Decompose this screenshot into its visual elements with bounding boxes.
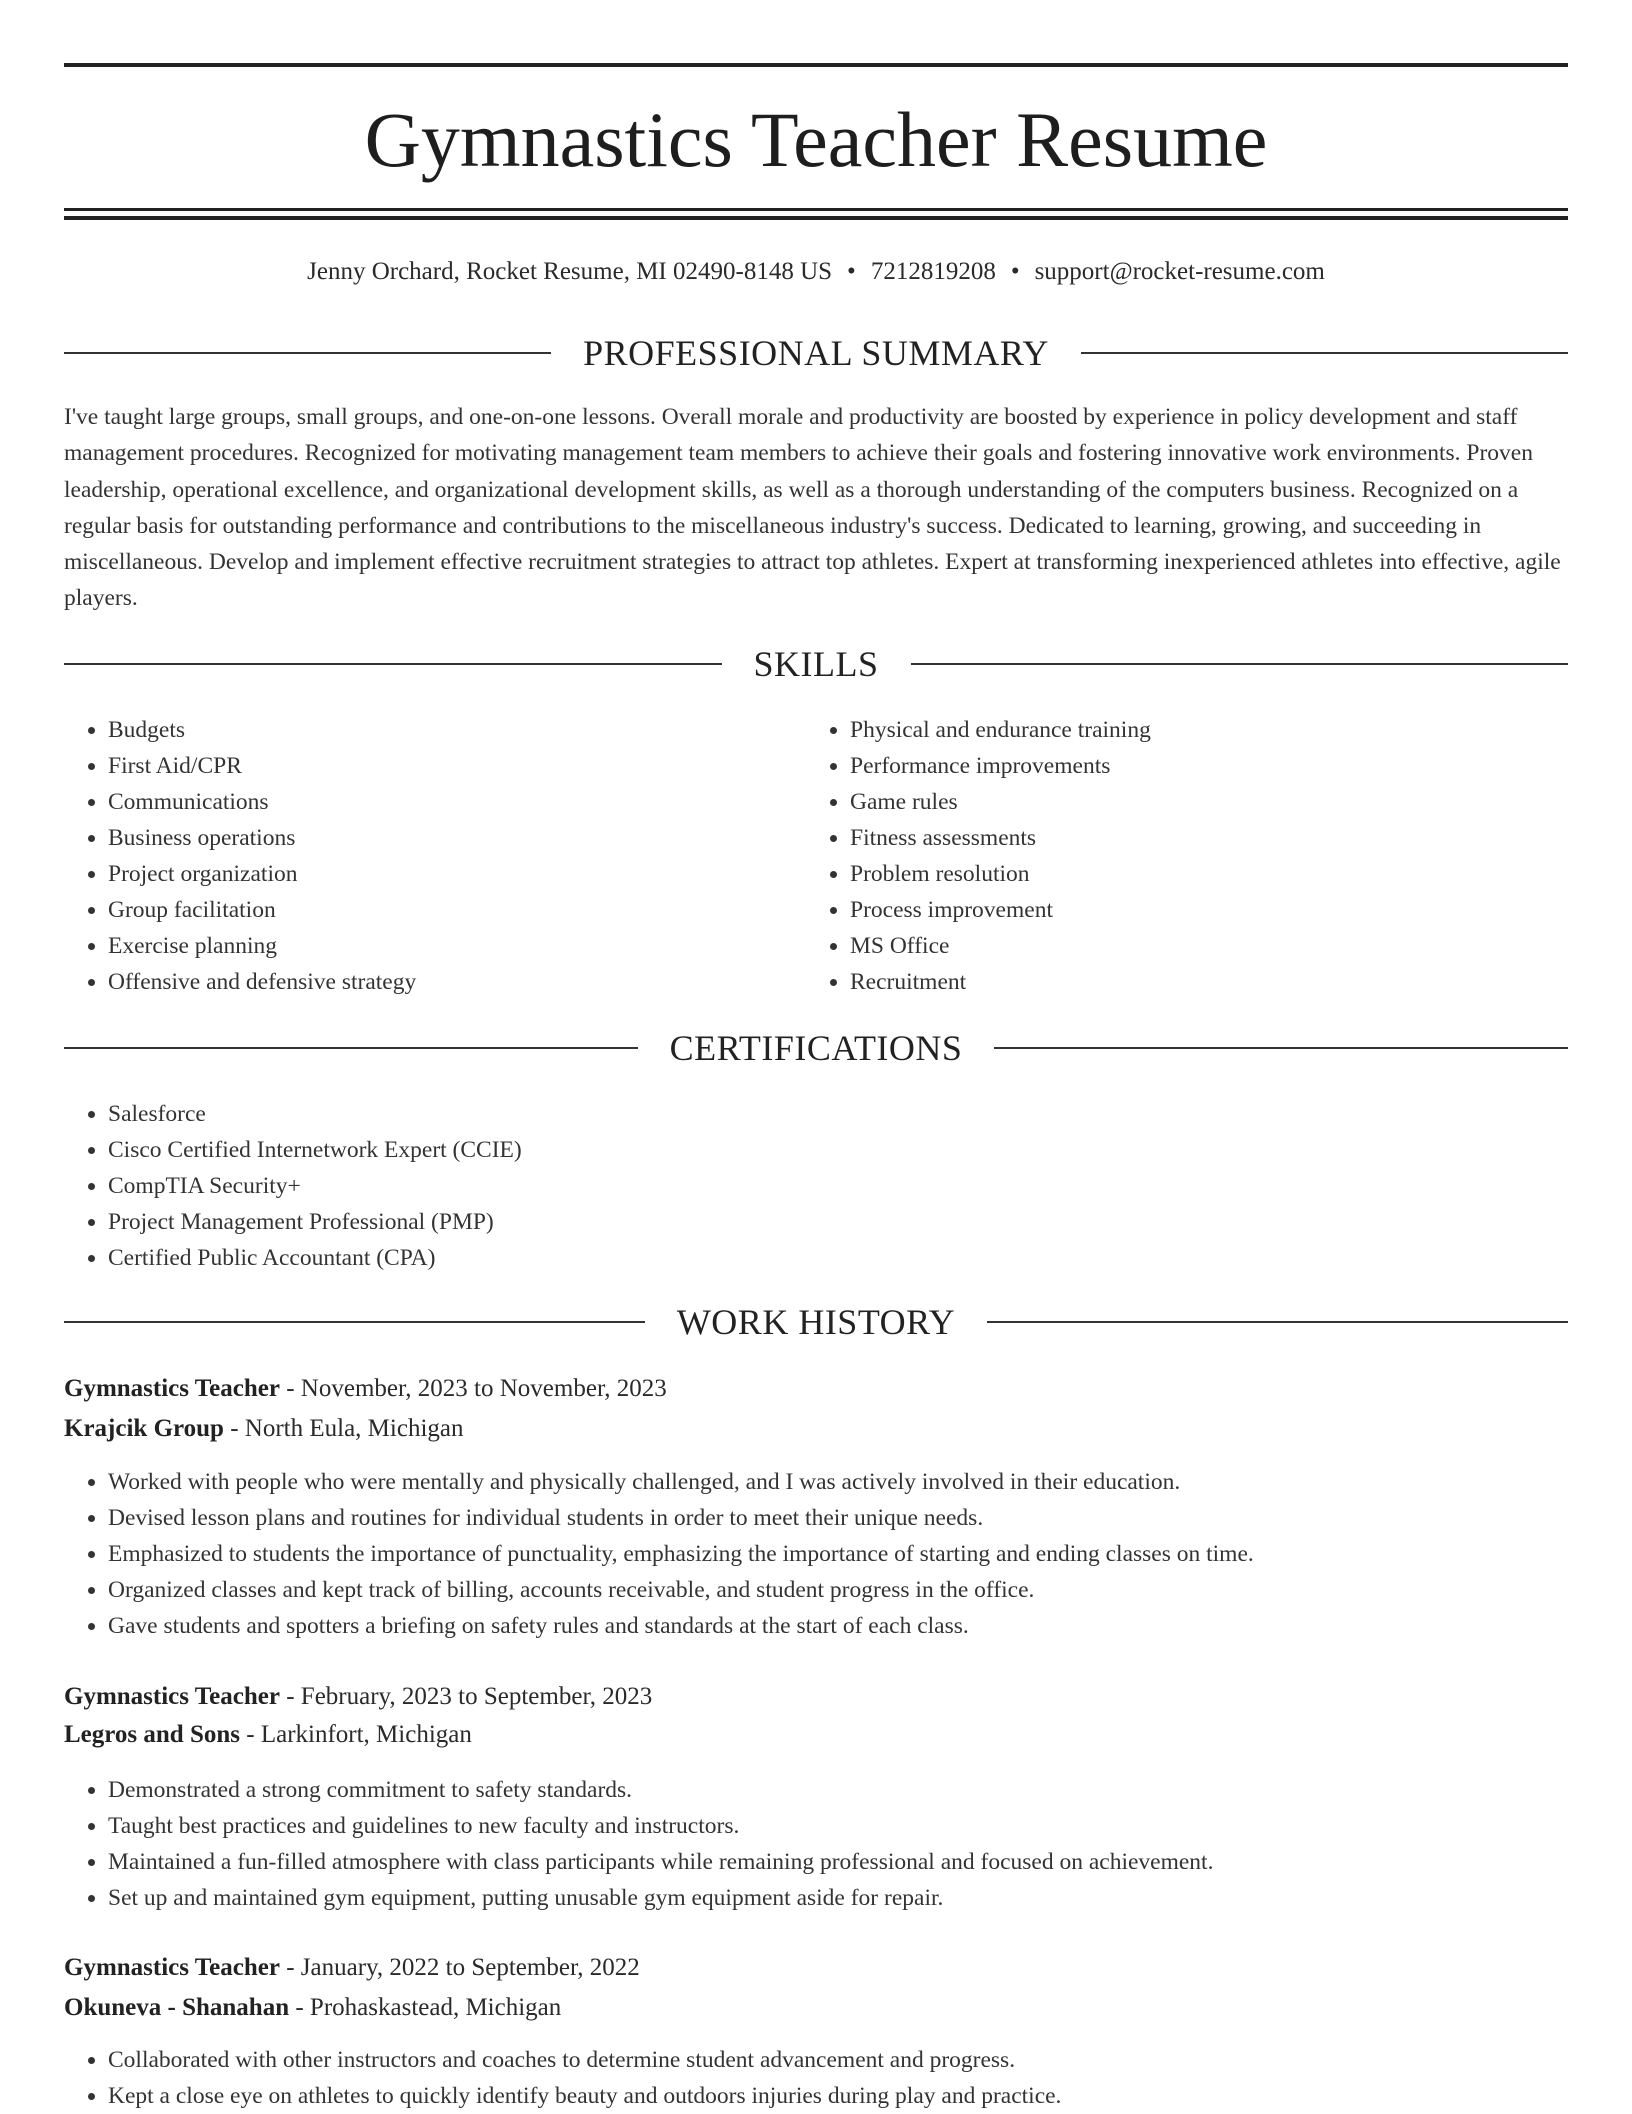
job-location: - Prohaskastead, Michigan xyxy=(289,1994,562,2021)
list-item: • Devised lesson plans and routines for individual students in order to meet their unique needs. xyxy=(108,1500,1568,1536)
list-item: • Exercise planning xyxy=(108,928,798,964)
heading-rule-right xyxy=(994,1047,1568,1049)
heading-rule-left xyxy=(64,663,722,665)
list-item: • Salesforce xyxy=(108,1096,1508,1132)
list-item: • Project organization xyxy=(108,856,798,892)
heading-rule-left xyxy=(64,352,551,354)
job-company-line xyxy=(64,1411,1568,1447)
contact-address: Jenny Orchard, Rocket Resume, MI 02490-8148 US xyxy=(307,258,833,285)
list-item: • Physical and endurance training xyxy=(850,712,1570,748)
list-item: • Process improvement xyxy=(850,892,1570,928)
section-title: WORK HISTORY xyxy=(676,1302,956,1342)
job-company-line xyxy=(64,1717,1568,1753)
heading-rule-right xyxy=(987,1321,1568,1323)
list-item: • First Aid/CPR xyxy=(108,748,798,784)
section-heading-work-history xyxy=(64,1300,1568,1344)
list-item: • Group facilitation xyxy=(108,892,798,928)
skills-list-left xyxy=(64,712,798,1000)
list-item: • Business operations xyxy=(108,820,798,856)
list-item: • Communications xyxy=(108,784,798,820)
contact-separator: • xyxy=(1010,258,1020,285)
job-title: Gymnastics Teacher xyxy=(64,1683,280,1710)
skills-list-right xyxy=(806,712,1570,1000)
list-item: • Set up and maintained gym equipment, putting unusable gym equipment aside for repair. xyxy=(108,1880,1568,1916)
certifications-list xyxy=(64,1096,1508,1276)
list-item: • Problem resolution xyxy=(850,856,1570,892)
job-company: Legros and Sons xyxy=(64,1721,240,1748)
list-item: • Fitness assessments xyxy=(850,820,1570,856)
job-title-line xyxy=(64,1371,1568,1407)
header-bottom-rule xyxy=(64,208,1568,211)
resume-title: Gymnastics Teacher Resume xyxy=(364,96,1268,183)
section-heading-skills xyxy=(64,642,1568,686)
contact-separator: • xyxy=(847,258,856,285)
heading-rule-right xyxy=(1081,352,1568,354)
heading-rule-right xyxy=(911,663,1569,665)
section-title: CERTIFICATIONS xyxy=(669,1028,963,1068)
job-title-line xyxy=(64,1950,1568,1986)
list-item: • Project Management Professional (PMP) xyxy=(108,1204,1508,1240)
job-duties-list xyxy=(64,1772,1568,1916)
job-dates: - November, 2023 to November, 2023 xyxy=(279,1375,667,1402)
job-dates: - January, 2022 to September, 2022 xyxy=(279,1954,640,1981)
list-item: • Budgets xyxy=(108,712,798,748)
list-item: • Collaborated with other instructors and coaches to determine student advancement and progress. xyxy=(108,2042,1568,2078)
job-location: - North Eula, Michigan xyxy=(223,1415,464,1442)
list-item: • Performance improvements xyxy=(850,748,1570,784)
heading-rule-left xyxy=(64,1321,645,1323)
section-heading-certifications xyxy=(64,1026,1568,1070)
list-item: • Emphasized to students the importance of punctuality, emphasizing the importance of starting and ending classes on time. xyxy=(108,1536,1568,1572)
section-title: SKILLS xyxy=(753,644,879,684)
job-company: Okuneva - Shanahan xyxy=(64,1994,290,2021)
list-item: • Organized classes and kept track of billing, accounts receivable, and student progress in the office. xyxy=(108,1572,1568,1608)
list-item: • Kept a close eye on athletes to quickly identify beauty and outdoors injuries during play and practice. xyxy=(108,2078,1568,2114)
list-item: • Offensive and defensive strategy xyxy=(108,964,798,1000)
section-title: PROFESSIONAL SUMMARY xyxy=(583,333,1049,373)
header-top-rule xyxy=(64,63,1568,67)
heading-rule-left xyxy=(64,1047,638,1049)
contact-email: support@rocket-resume.com xyxy=(1034,258,1325,285)
job-dates: - February, 2023 to September, 2023 xyxy=(279,1683,653,1710)
contact-line xyxy=(64,254,1568,290)
job-location: - Larkinfort, Michigan xyxy=(240,1721,472,1748)
job-company-line xyxy=(64,1990,1568,2026)
list-item: • Worked with people who were mentally and physically challenged, and I was actively involved in their education. xyxy=(108,1464,1568,1500)
job-title: Gymnastics Teacher xyxy=(64,1375,280,1402)
list-item: • CompTIA Security+ xyxy=(108,1168,1508,1204)
job-title-line xyxy=(64,1679,1568,1715)
job-duties-list xyxy=(64,2042,1568,2114)
list-item: • Game rules xyxy=(850,784,1570,820)
job-duties-list xyxy=(64,1464,1568,1644)
list-item: • Maintained a fun-filled atmosphere with class participants while remaining professional and focused on achievement. xyxy=(108,1844,1568,1880)
job-company: Krajcik Group xyxy=(64,1415,224,1442)
section-heading-summary xyxy=(64,331,1568,375)
list-item: • Cisco Certified Internetwork Expert (CCIE) xyxy=(108,1132,1508,1168)
contact-phone: 7212819208 xyxy=(870,258,996,285)
summary-text: I've taught large groups, small groups, and one-on-one lessons. Overall morale and productivity are boosted by experience in policy development and staff management procedures. Recognized for motivating management team members to achieve their goals and fostering innovative work environments. Proven leadership, operational excellence, and organizational development skills, as well as a thorough understanding of the computers business. Recognized on a regular basis for outstanding performance and contributions to the miscellaneous industry's success. Dedicated to learning, growing, and succeeding in miscellaneous. Develop and implement effective recruitment strategies to attract top athletes. Expert at transforming inexperienced athletes into effective, agile players. xyxy=(64,404,1561,612)
list-item: • Certified Public Accountant (CPA) xyxy=(108,1240,1508,1276)
header-bottom-rule-thick xyxy=(64,216,1568,220)
job-title: Gymnastics Teacher xyxy=(64,1954,280,1981)
list-item: • Recruitment xyxy=(850,964,1570,1000)
list-item: • Taught best practices and guidelines to new faculty and instructors. xyxy=(108,1808,1568,1844)
list-item: • Gave students and spotters a briefing on safety rules and standards at the start of each class. xyxy=(108,1608,1568,1644)
list-item: • Demonstrated a strong commitment to safety standards. xyxy=(108,1772,1568,1808)
list-item: • MS Office xyxy=(850,928,1570,964)
